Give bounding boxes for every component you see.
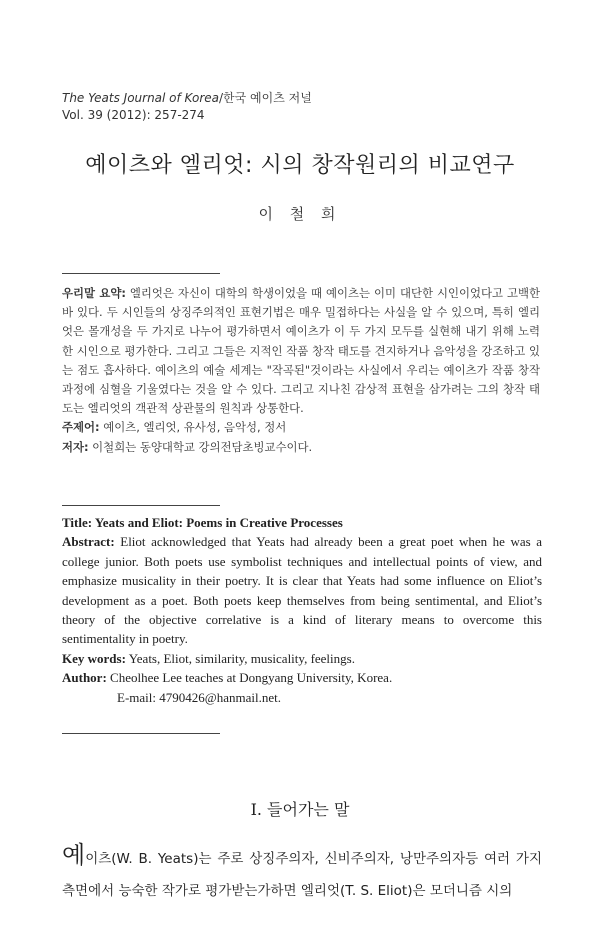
journal-volume: Vol. 39 (2012): 257-274 xyxy=(62,108,205,122)
section-heading: I. 들어가는 말 xyxy=(250,800,350,819)
korean-keywords-label: 주제어: xyxy=(62,420,100,435)
korean-author-text: 이철희는 동양대학교 강의전담초빙교수이다. xyxy=(88,439,313,454)
english-author-text: Cheolhee Lee teaches at Dongyang University, Korea. xyxy=(106,670,393,686)
korean-author-info xyxy=(62,438,540,457)
journal-name-ko: /한국 예이츠 저널 xyxy=(219,91,312,105)
journal-name-line xyxy=(62,90,312,107)
english-abstract-label: Abstract: xyxy=(62,534,115,550)
paper-title: 예이츠와 엘리엇: 시의 창작원리의 비교연구 xyxy=(85,153,515,178)
journal-header xyxy=(62,90,312,124)
english-keywords-text: Yeats, Eliot, similarity, musicality, feelings. xyxy=(125,650,355,666)
korean-keywords xyxy=(62,418,540,437)
english-keywords xyxy=(62,649,542,668)
english-title: Title: Yeats and Eliot: Poems in Creative Processes xyxy=(62,515,343,530)
english-abstract xyxy=(62,513,542,707)
korean-abstract-paragraph xyxy=(62,284,540,418)
english-keywords-label: Key words: xyxy=(62,650,126,666)
korean-author-label: 저자: xyxy=(62,439,89,454)
english-abstract-text: Eliot acknowledged that Yeats had already been a great poet when he was a college junior. Both poets use symbolist techniques and intellectual points of view, and emphasize musicality in their poetry. It is clear that Yeats had some influence on Eliot’s development as a poet. Both poets keep themselves from being sentimental, and Eliot’s theory of the objective correlative is a kind of literary means to overcome this sentimentality in poetry. xyxy=(62,534,542,647)
english-author-info xyxy=(62,668,542,687)
english-author-label: Author: xyxy=(62,670,107,686)
drop-cap: 예 xyxy=(62,841,86,869)
korean-abstract-label: 우리말 요약: xyxy=(62,286,126,300)
english-abstract-paragraph xyxy=(62,532,542,648)
journal-name: The Yeats Journal of Korea xyxy=(62,91,220,105)
body-paragraph-text: 이츠(W. B. Yeats)는 주로 상징주의자, 신비주의자, 낭만주의자등 여러 가지 측면에서 능숙한 작가로 평가받는가하면 엘리엇(T. S. Eliot)은 모더니즘 시의 xyxy=(62,851,542,899)
body-text xyxy=(62,843,542,907)
body-paragraph xyxy=(62,843,542,907)
divider-bottom xyxy=(62,733,220,734)
author-email: E-mail: 4790426@hanmail.net. xyxy=(117,689,281,705)
korean-abstract xyxy=(62,284,540,457)
korean-abstract-text: 엘리엇은 자신이 대학의 학생이었을 때 예이츠는 이미 대단한 시인이었다고 고백한 바 있다. 두 시인들의 상징주의적인 표현기법은 매우 밀접하다는 사실을 알 수 있으며, 특히 엘리엇은 몰개성을 두 가지로 나누어 평가하면서 예이츠가 이 두 가지 모두를 실현해 내기 위해 노력한 시인으로 평가한다. 그리고 그들은 지적인 작품 창작 태도를 견지하거나 음악성을 강조하고 있는 점도 흡사하다. 예이츠의 예술 세계는 "작곡된"것이라는 사실에서 우리는 예이츠가 작품 창작과정에 심혈을 기울였다는 것을 알 수 있다. 그리고 지나친 감상적 표현을 삼가려는 그의 창작 태도는 엘리엇의 객관적 상관물의 원칙과 상통한다. xyxy=(62,286,540,416)
paper-author: 이 철 희 xyxy=(258,205,342,223)
divider-middle xyxy=(62,505,220,506)
divider-top xyxy=(62,273,220,274)
korean-keywords-text: 예이츠, 엘리엇, 유사성, 음악성, 정서 xyxy=(99,420,287,435)
